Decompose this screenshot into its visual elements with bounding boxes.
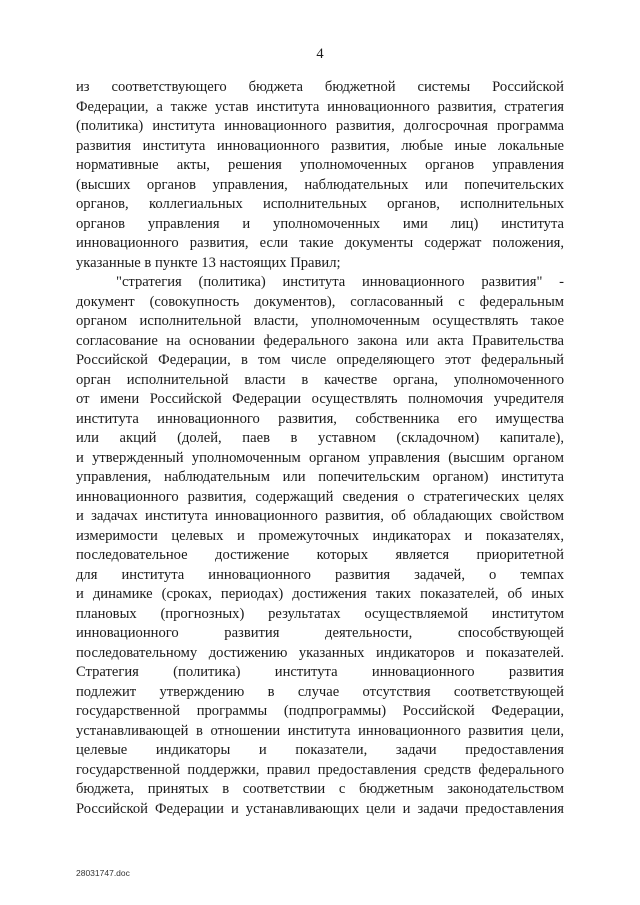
text-line: подлежит утверждению в случае отсутствия соответствующей [76,683,564,700]
text-line: (высших органов управления, наблюдательных или попечительских [76,176,564,193]
text-line: и задачах института инновационного развития, об обладающих свойством [76,508,564,524]
text-line: устанавливающей в отношении института инновационного развития цели, [76,722,564,739]
text-line: органом исполнительной власти, уполномоченным осуществлять такое [76,313,564,329]
text-line: инновационного развития, если такие документы содержат положения, [76,235,564,251]
text-line: бюджета, принятых в соответствии с бюджетным законодательством [76,781,564,797]
footer-filename: 28031747.doc [76,868,130,878]
text-line: управления, наблюдательным или попечительским органом) института [76,469,564,485]
text-line: и динамике (сроках, периодах) достижения таких показателей, об иных [76,586,564,602]
text-line: государственной поддержки, правил предоставления средств федерального [76,761,564,778]
text-line: развития института инновационного развития, любые иные локальные [76,137,564,154]
text-line: согласование на основании федерального закона или акта Правительства [76,332,564,349]
text-line: Стратегия (политика) института инновационного развития [76,664,564,680]
text-line: "стратегия (политика) института инновационного развития" - [116,274,564,290]
text-line: Российской Федерации, в том числе определяющего этот федеральный [76,352,564,368]
text-line: института инновационного развития, собственника его имущества [76,410,564,427]
text-line: Федерации, а также устав института инновационного развития, стратегия [76,98,564,115]
text-line: нормативные акты, решения уполномоченных органов управления [76,157,564,173]
text-line: орган исполнительной власти в качестве органа, уполномоченного [76,371,564,388]
text-line: последовательному достижению указанных индикаторов и показателей. [76,644,564,661]
text-line: измеримости целевых и промежуточных индикаторах и показателях, [76,527,564,544]
text-line: последовательное достижение которых является приоритетной [76,547,564,563]
page-number: 4 [316,46,324,62]
text-line: документ (совокупность документов), согласованный с федеральным [76,293,564,310]
text-line: органов управления и уполномоченных ими лиц) института [76,215,564,232]
text-line: Российской Федерации и устанавливающих цели и задачи предоставления [76,800,564,817]
text-line: целевые индикаторы и показатели, задачи предоставления [76,742,564,758]
document-body [76,78,564,819]
text-line: органов, коллегиальных исполнительных органов, исполнительных [76,196,564,212]
text-line: для института инновационного развития задачей, о темпах [76,566,564,583]
text-line: инновационного развития деятельности, способствующей [76,625,564,641]
text-line: плановых (прогнозных) результатах осуществляемой институтом [76,605,564,622]
text-line: из соответствующего бюджета бюджетной системы Российской [76,79,564,95]
text-line: от имени Российской Федерации осуществлять полномочия учредителя [76,391,564,407]
text-line: указанные в пункте 13 настоящих Правил; [76,254,341,271]
text-line: государственной программы (подпрограммы) Российской Федерации, [76,703,564,719]
text-line: (политика) института инновационного развития, долгосрочная программа [76,118,564,134]
text-line: и утвержденный уполномоченным органом управления (высшим органом [76,449,564,466]
text-line: или акций (долей, паев в уставном (складочном) капитале), [76,430,564,446]
text-line: инновационного развития, содержащий сведения о стратегических целях [76,488,564,505]
